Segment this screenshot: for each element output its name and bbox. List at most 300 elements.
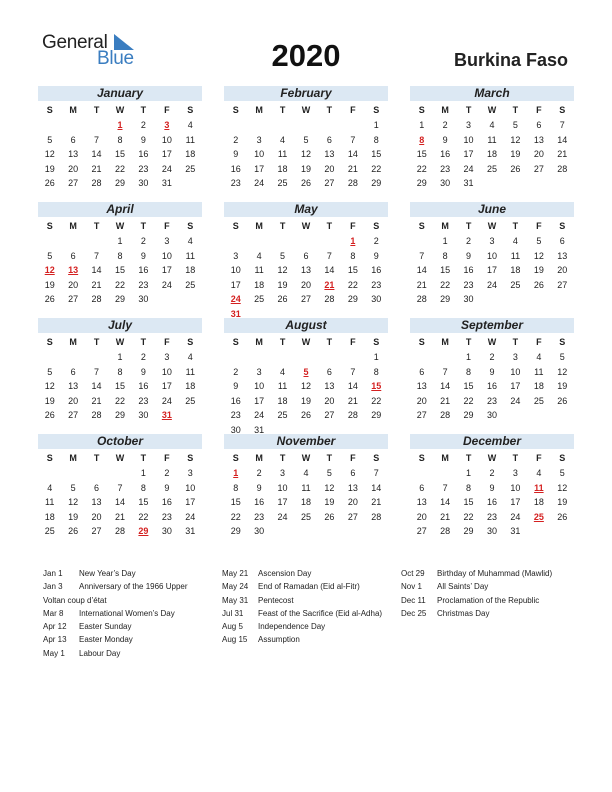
day-cell: 5	[326, 468, 332, 478]
day-cell: 3	[489, 236, 495, 246]
day-cell: 2	[140, 120, 146, 130]
holiday-name: Anniversary of the 1966 Upper	[79, 582, 188, 592]
day-cell: 1	[466, 468, 472, 478]
day-cell: 5	[512, 120, 518, 130]
day-cell: 8	[373, 134, 379, 145]
day-cell: 29	[463, 410, 474, 420]
weekday-label: W	[487, 221, 497, 231]
holiday-day-cell: 21	[324, 279, 335, 290]
weekday-header	[224, 219, 388, 234]
day-cell: 16	[161, 497, 172, 507]
day-cell: 14	[416, 265, 427, 275]
holiday-day-cell: 1	[117, 120, 123, 130]
weekday-header	[410, 219, 574, 234]
empty-cell	[318, 118, 341, 133]
weekday-label: S	[418, 453, 425, 463]
weekday-label: S	[232, 105, 239, 115]
day-cell: 1	[140, 468, 146, 478]
holiday-entry	[43, 580, 188, 593]
day-cell: 21	[416, 279, 427, 290]
day-cell: 6	[419, 482, 425, 493]
day-cell: 11	[487, 134, 497, 145]
day-cell: 9	[256, 482, 262, 493]
day-cell: 25	[254, 294, 265, 304]
weekday-label: S	[46, 453, 53, 463]
day-cell: 9	[489, 482, 495, 493]
day-cell: 6	[303, 250, 309, 261]
weekday-label: F	[164, 221, 170, 231]
empty-cell	[38, 118, 61, 133]
day-cell: 18	[510, 265, 521, 275]
weekday-label: W	[301, 337, 311, 347]
holiday-date: Oct 29	[401, 569, 425, 578]
day-cell: 7	[117, 482, 123, 493]
day-cell: 29	[230, 526, 241, 536]
weekday-label: T	[279, 337, 286, 347]
month-title: February	[224, 86, 388, 101]
weekday-label: F	[350, 337, 356, 347]
holiday-entry	[222, 620, 382, 633]
weekday-header	[410, 103, 574, 118]
day-cell: 17	[463, 149, 474, 159]
holiday-date: May 1	[43, 648, 65, 658]
holiday-name: Feast of the Sacrifice (Eid al-Adha)	[258, 608, 383, 618]
weekday-label: S	[187, 105, 194, 115]
empty-cell	[341, 118, 364, 133]
day-cell: 30	[254, 526, 265, 536]
day-cell: 4	[489, 120, 495, 130]
day-cell: 14	[440, 497, 451, 507]
month-may	[224, 202, 388, 321]
day-cell: 24	[161, 163, 172, 174]
day-cell: 30	[138, 294, 149, 304]
day-cell: 7	[442, 482, 448, 493]
day-cell: 25	[277, 410, 288, 420]
day-cell: 2	[489, 468, 495, 478]
weekday-label: S	[418, 337, 425, 347]
holiday-date: Aug 15	[222, 635, 248, 645]
empty-cell	[247, 118, 270, 133]
day-cell: 20	[300, 279, 311, 290]
day-cell: 6	[94, 482, 100, 493]
day-cell: 19	[44, 279, 55, 290]
month-november	[224, 434, 388, 539]
day-cell: 13	[416, 381, 427, 391]
day-cell: 12	[510, 134, 521, 145]
month-september	[410, 318, 574, 423]
empty-cell	[341, 350, 364, 365]
day-cell: 10	[254, 381, 265, 391]
day-cell: 3	[187, 468, 193, 478]
day-cell: 24	[254, 178, 265, 188]
empty-cell	[38, 466, 61, 481]
weekday-label: T	[279, 105, 286, 115]
holiday-name: Labour Day	[79, 648, 121, 658]
day-cell: 13	[324, 149, 335, 159]
weekday-label: S	[559, 105, 566, 115]
day-cell: 11	[277, 381, 288, 391]
day-cell: 15	[463, 497, 474, 507]
day-cell: 14	[324, 265, 335, 275]
empty-cell	[247, 234, 270, 249]
day-grid	[410, 350, 574, 423]
day-cell: 3	[164, 236, 170, 246]
day-cell: 8	[466, 366, 472, 377]
day-cell: 7	[94, 366, 100, 377]
day-cell: 10	[463, 134, 474, 145]
day-cell: 7	[350, 366, 356, 377]
holiday-entry	[43, 607, 188, 620]
day-cell: 10	[161, 366, 172, 377]
day-grid	[224, 466, 388, 539]
day-cell: 22	[114, 395, 125, 406]
empty-cell	[85, 234, 108, 249]
day-cell: 8	[117, 134, 123, 145]
holiday-entry	[401, 567, 552, 580]
empty-cell	[85, 466, 108, 481]
weekday-header	[410, 335, 574, 350]
day-cell: 18	[44, 511, 55, 522]
weekday-label: M	[69, 337, 77, 347]
day-cell: 22	[114, 163, 125, 174]
day-cell: 27	[68, 178, 79, 188]
day-cell: 21	[91, 163, 102, 174]
day-cell: 7	[94, 134, 100, 145]
day-cell: 30	[463, 294, 474, 304]
day-cell: 27	[68, 410, 79, 420]
day-cell: 17	[161, 265, 172, 275]
day-cell: 13	[557, 250, 568, 261]
day-cell: 14	[557, 134, 568, 145]
holiday-entry	[43, 647, 188, 660]
day-cell: 22	[230, 511, 241, 522]
day-cell: 8	[117, 366, 123, 377]
day-cell: 8	[140, 482, 146, 493]
weekday-label: T	[279, 221, 286, 231]
day-cell: 29	[440, 294, 451, 304]
day-cell: 27	[68, 294, 79, 304]
weekday-label: T	[465, 337, 472, 347]
day-cell: 20	[68, 279, 79, 290]
day-cell: 29	[114, 294, 125, 304]
holiday-day-cell: 13	[68, 265, 79, 275]
day-cell: 17	[510, 497, 521, 507]
holiday-name: Independence Day	[258, 622, 326, 632]
day-cell: 26	[510, 163, 521, 174]
day-cell: 12	[300, 149, 311, 159]
day-cell: 19	[300, 395, 311, 406]
day-cell: 1	[442, 236, 448, 246]
day-cell: 18	[254, 279, 265, 290]
day-cell: 11	[185, 366, 195, 377]
day-cell: 3	[512, 468, 518, 478]
day-cell: 10	[486, 250, 497, 261]
day-cell: 27	[416, 410, 427, 420]
day-cell: 2	[140, 236, 146, 246]
month-december	[410, 434, 574, 539]
month-march	[410, 86, 574, 191]
day-cell: 22	[114, 279, 125, 290]
day-cell: 26	[557, 395, 568, 406]
day-cell: 8	[442, 250, 448, 261]
day-cell: 17	[510, 381, 521, 391]
day-cell: 21	[557, 149, 568, 159]
day-grid	[224, 234, 388, 321]
weekday-label: T	[326, 221, 333, 231]
empty-cell	[38, 350, 61, 365]
holiday-name: Assumption	[258, 635, 300, 645]
day-cell: 26	[557, 511, 568, 522]
day-cell: 11	[185, 134, 195, 145]
day-cell: 15	[416, 149, 427, 159]
day-cell: 11	[45, 497, 55, 507]
day-cell: 21	[347, 395, 358, 406]
day-cell: 9	[233, 149, 239, 159]
day-cell: 17	[254, 163, 265, 174]
day-cell: 12	[324, 482, 335, 493]
day-cell: 23	[440, 163, 451, 174]
month-october	[38, 434, 202, 539]
day-cell: 11	[510, 250, 521, 261]
day-cell: 12	[277, 265, 288, 275]
empty-cell	[38, 234, 61, 249]
logo-blue-text: Blue	[97, 48, 134, 69]
day-cell: 28	[324, 294, 335, 304]
day-cell: 5	[303, 134, 309, 145]
day-cell: 21	[440, 395, 451, 406]
holiday-day-cell: 24	[230, 294, 241, 304]
empty-cell	[294, 118, 317, 133]
day-cell: 19	[277, 279, 288, 290]
holiday-name: Voltan coup d’état	[43, 595, 107, 605]
day-cell: 4	[256, 250, 262, 261]
weekday-label: S	[418, 105, 425, 115]
weekday-label: S	[559, 337, 566, 347]
weekday-label: T	[512, 453, 519, 463]
day-cell: 7	[442, 366, 448, 377]
day-cell: 19	[44, 395, 55, 406]
month-july	[38, 318, 202, 423]
day-cell: 6	[70, 250, 76, 261]
day-cell: 19	[557, 497, 568, 507]
weekday-label: F	[350, 105, 356, 115]
day-cell: 26	[277, 294, 288, 304]
empty-cell	[271, 234, 294, 249]
day-grid	[224, 350, 388, 437]
day-cell: 6	[70, 134, 76, 145]
day-cell: 8	[117, 250, 123, 261]
day-cell: 16	[371, 265, 382, 275]
weekday-label: S	[373, 105, 380, 115]
day-cell: 9	[140, 134, 146, 145]
day-cell: 30	[138, 410, 149, 420]
day-cell: 19	[510, 149, 521, 159]
empty-cell	[271, 118, 294, 133]
day-cell: 13	[347, 482, 358, 493]
day-cell: 29	[416, 178, 427, 188]
holiday-name: Easter Sunday	[79, 622, 132, 632]
day-cell: 23	[161, 511, 172, 522]
day-cell: 26	[68, 526, 79, 536]
day-cell: 19	[44, 163, 55, 174]
holiday-name: New Year’s Day	[79, 569, 136, 578]
day-cell: 25	[185, 163, 196, 174]
holiday-date: Nov 1	[401, 582, 422, 592]
day-cell: 24	[254, 410, 265, 420]
day-cell: 12	[557, 366, 568, 377]
holiday-day-cell: 5	[303, 366, 309, 377]
day-cell: 20	[416, 511, 427, 522]
weekday-header	[38, 103, 202, 118]
day-cell: 14	[347, 381, 358, 391]
weekday-label: W	[487, 337, 497, 347]
month-title: January	[38, 86, 202, 101]
day-cell: 16	[138, 381, 149, 391]
weekday-label: M	[69, 221, 77, 231]
day-cell: 26	[44, 294, 55, 304]
holiday-entry	[43, 620, 188, 633]
day-cell: 9	[466, 250, 472, 261]
day-cell: 27	[416, 526, 427, 536]
day-cell: 4	[512, 236, 518, 246]
day-cell: 23	[230, 178, 241, 188]
weekday-label: M	[441, 105, 449, 115]
day-cell: 24	[277, 511, 288, 522]
day-cell: 4	[280, 366, 286, 377]
day-cell: 30	[440, 178, 451, 188]
day-cell: 14	[91, 381, 102, 391]
day-cell: 19	[533, 265, 544, 275]
day-cell: 5	[47, 366, 53, 377]
day-grid	[38, 350, 202, 423]
holiday-entry	[222, 594, 382, 607]
holiday-day-cell: 31	[230, 308, 241, 319]
day-cell: 27	[300, 294, 311, 304]
day-cell: 26	[300, 178, 311, 188]
holiday-name: All Saints’ Day	[437, 582, 489, 592]
weekday-label: F	[164, 453, 170, 463]
weekday-label: S	[187, 337, 194, 347]
holiday-column	[43, 567, 188, 660]
day-cell: 22	[440, 279, 451, 290]
day-cell: 1	[466, 352, 472, 362]
day-cell: 24	[510, 511, 521, 522]
month-title: August	[224, 318, 388, 333]
day-cell: 23	[254, 511, 265, 522]
day-cell: 15	[138, 497, 149, 507]
day-cell: 10	[277, 482, 288, 493]
day-cell: 3	[256, 134, 262, 145]
day-cell: 17	[277, 497, 288, 507]
day-cell: 5	[559, 352, 565, 362]
day-cell: 12	[44, 381, 55, 391]
day-cell: 1	[373, 352, 379, 362]
day-cell: 30	[486, 410, 497, 420]
weekday-label: S	[46, 105, 53, 115]
day-cell: 15	[347, 265, 358, 275]
empty-cell	[410, 350, 433, 365]
day-cell: 20	[324, 395, 335, 406]
day-cell: 12	[44, 149, 55, 159]
weekday-label: M	[255, 453, 263, 463]
day-cell: 18	[277, 163, 288, 174]
holiday-day-cell: 1	[350, 236, 356, 246]
holiday-entry	[401, 580, 552, 593]
day-cell: 8	[466, 482, 472, 493]
day-cell: 9	[373, 250, 379, 261]
day-cell: 2	[140, 352, 146, 362]
day-cell: 28	[557, 163, 568, 174]
day-cell: 16	[486, 497, 497, 507]
day-cell: 2	[233, 134, 239, 145]
day-cell: 28	[114, 526, 125, 536]
day-cell: 11	[185, 250, 195, 261]
weekday-header	[410, 451, 574, 466]
day-cell: 25	[185, 395, 196, 406]
day-cell: 10	[254, 149, 265, 159]
weekday-header	[38, 335, 202, 350]
weekday-label: S	[373, 337, 380, 347]
day-grid	[410, 234, 574, 307]
weekday-label: T	[93, 337, 100, 347]
day-cell: 7	[373, 468, 379, 478]
day-cell: 11	[301, 482, 311, 493]
weekday-label: F	[536, 105, 542, 115]
day-cell: 28	[91, 178, 102, 188]
day-cell: 7	[419, 250, 425, 261]
holiday-day-cell: 25	[533, 511, 544, 522]
day-cell: 15	[371, 149, 382, 159]
weekday-label: W	[115, 105, 125, 115]
year-title: 2020	[271, 38, 341, 73]
day-cell: 14	[91, 149, 102, 159]
weekday-label: M	[69, 453, 77, 463]
day-cell: 28	[91, 294, 102, 304]
weekday-label: W	[301, 453, 311, 463]
day-cell: 18	[486, 149, 497, 159]
day-cell: 11	[277, 149, 288, 159]
day-cell: 20	[324, 163, 335, 174]
holiday-name: Ascension Day	[258, 569, 312, 578]
holiday-date: May 21	[222, 569, 249, 578]
day-cell: 15	[114, 149, 125, 159]
day-cell: 23	[138, 279, 149, 290]
day-cell: 10	[510, 482, 521, 493]
day-cell: 20	[347, 497, 358, 507]
empty-cell	[61, 234, 84, 249]
weekday-label: W	[487, 105, 497, 115]
day-cell: 11	[534, 366, 544, 377]
day-cell: 20	[68, 163, 79, 174]
holiday-day-cell: 15	[371, 381, 382, 391]
day-cell: 20	[533, 149, 544, 159]
day-cell: 17	[161, 381, 172, 391]
day-cell: 6	[70, 366, 76, 377]
holiday-day-cell: 1	[233, 468, 239, 478]
holiday-entry	[401, 594, 552, 607]
day-cell: 18	[300, 497, 311, 507]
day-cell: 23	[138, 395, 149, 406]
day-cell: 4	[187, 236, 193, 246]
day-cell: 1	[373, 120, 379, 130]
day-cell: 24	[486, 279, 497, 290]
day-cell: 31	[510, 526, 521, 536]
weekday-label: S	[373, 453, 380, 463]
weekday-label: S	[559, 221, 566, 231]
weekday-label: S	[232, 337, 239, 347]
day-cell: 8	[373, 366, 379, 377]
empty-cell	[61, 466, 84, 481]
